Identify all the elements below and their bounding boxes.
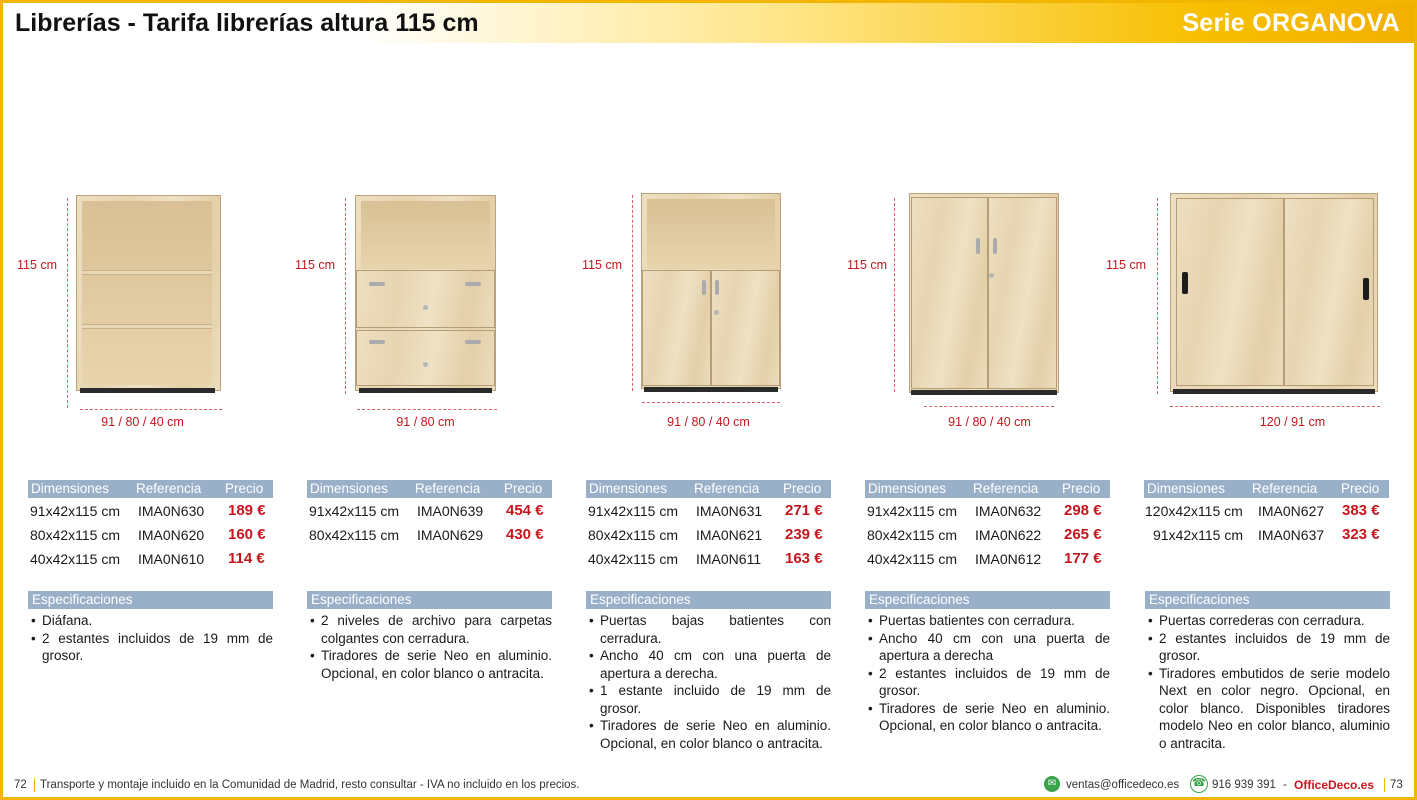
width-guide-line xyxy=(80,409,222,410)
phone-icon: ☎ xyxy=(1190,775,1208,793)
row-reference: IMA0N612 xyxy=(975,551,1042,567)
specs-1 xyxy=(28,591,273,665)
spec-item: • Puertas batientes con cerradura. xyxy=(865,612,1110,630)
table-row xyxy=(586,546,831,570)
width-dimension: 91 / 80 cm xyxy=(396,415,455,429)
col-reference: Referencia xyxy=(415,481,481,496)
product-illustrations xyxy=(0,150,1417,430)
col-reference: Referencia xyxy=(694,481,760,496)
table-row xyxy=(865,498,1110,522)
page-title: Librerías - Tarifa librerías altura 115 cm xyxy=(15,9,479,37)
series-name: Serie ORGANOVA xyxy=(1182,9,1400,37)
row-reference: IMA0N631 xyxy=(696,503,763,519)
spec-item: • Puertas bajas batientes con cerradura. xyxy=(586,612,831,647)
specs-title: Especificaciones xyxy=(586,591,831,609)
spec-item: • Ancho 40 cm con una puerta de apertura a derecha. xyxy=(586,647,831,682)
col-dimensions: Dimensiones xyxy=(31,481,110,496)
price-table-1 xyxy=(28,480,273,570)
height-guide-line xyxy=(632,195,633,391)
price-table-2 xyxy=(307,480,552,546)
specs-2 xyxy=(307,591,552,682)
width-dimension: 91 / 80 / 40 cm xyxy=(948,415,1031,429)
row-reference: IMA0N629 xyxy=(417,527,484,543)
row-reference: IMA0N639 xyxy=(417,503,484,519)
row-reference: IMA0N627 xyxy=(1258,503,1325,519)
row-price: 323 € xyxy=(1342,526,1380,543)
height-dimension: 115 cm xyxy=(17,258,58,272)
col-reference: Referencia xyxy=(136,481,202,496)
row-price: 298 € xyxy=(1064,502,1102,519)
spec-item: • Tiradores embutidos de serie modelo Next en color negro. Opcional, en color blanco. Disponibles tiradores modelo Neo en color blanco, aluminio o antracita. xyxy=(1145,665,1390,753)
product-3-illustration xyxy=(566,150,849,430)
height-guide-line xyxy=(345,198,346,394)
height-dimension: 115 cm xyxy=(295,258,336,272)
row-reference: IMA0N622 xyxy=(975,527,1042,543)
table-row xyxy=(28,546,273,570)
footer-divider xyxy=(34,778,35,792)
row-dimensions: 91x42x115 cm xyxy=(309,503,400,519)
col-price: Precio xyxy=(1341,481,1380,496)
row-dimensions: 91x42x115 cm xyxy=(867,503,958,519)
width-guide-line xyxy=(357,409,497,410)
table-row xyxy=(865,546,1110,570)
width-dimension: 120 / 91 cm xyxy=(1259,415,1326,429)
row-reference: IMA0N611 xyxy=(696,551,762,567)
col-price: Precio xyxy=(504,481,543,496)
width-guide-line xyxy=(642,402,780,403)
col-dimensions: Dimensiones xyxy=(868,481,947,496)
spec-item: • 2 niveles de archivo para carpetas colgantes con cerradura. xyxy=(307,612,552,647)
width-dimension: 91 / 80 / 40 cm xyxy=(101,415,184,429)
table-row xyxy=(28,522,273,546)
footer-divider xyxy=(1384,778,1385,792)
table-header xyxy=(28,480,273,498)
row-dimensions: 120x42x115 cm xyxy=(1145,503,1243,519)
page-footer xyxy=(3,774,1414,797)
table-row xyxy=(307,522,552,546)
row-price: 114 € xyxy=(228,550,265,567)
row-reference: IMA0N610 xyxy=(138,551,205,567)
row-price: 239 € xyxy=(785,526,823,543)
product-2-illustration xyxy=(283,150,566,430)
spec-item: • 2 estantes incluidos de 19 mm de grosor. xyxy=(28,630,273,665)
table-row xyxy=(307,498,552,522)
spec-item: • Tiradores de serie Neo en aluminio. Opcional, en color blanco o antracita. xyxy=(586,717,831,752)
row-dimensions: 80x42x115 cm xyxy=(309,527,400,543)
row-dimensions: 91x42x115 cm xyxy=(588,503,679,519)
height-guide-line xyxy=(894,198,895,392)
spec-item: • 1 estante incluido de 19 mm de grosor. xyxy=(586,682,831,717)
price-table-5 xyxy=(1144,480,1389,546)
table-header xyxy=(586,480,831,498)
table-row xyxy=(1144,522,1389,546)
table-row xyxy=(586,522,831,546)
row-dimensions: 91x42x115 cm xyxy=(1153,527,1244,543)
col-price: Precio xyxy=(225,481,264,496)
row-price: 271 € xyxy=(785,502,823,519)
height-guide-line xyxy=(67,198,68,408)
spec-item: • Tiradores de serie Neo en aluminio. Opcional, en color blanco o antracita. xyxy=(307,647,552,682)
height-dimension: 115 cm xyxy=(582,258,623,272)
page-header xyxy=(3,3,1414,43)
spec-item: • Ancho 40 cm con una puerta de apertura a derecha xyxy=(865,630,1110,665)
height-dimension: 115 cm xyxy=(847,258,888,272)
col-dimensions: Dimensiones xyxy=(589,481,668,496)
page-number-right: 73 xyxy=(1390,779,1403,791)
col-dimensions: Dimensiones xyxy=(1147,481,1226,496)
product-1-illustration xyxy=(0,150,283,430)
product-4-illustration xyxy=(849,150,1132,430)
specs-3 xyxy=(586,591,831,752)
price-table-4 xyxy=(865,480,1110,570)
width-guide-line xyxy=(924,406,1054,407)
col-price: Precio xyxy=(783,481,822,496)
table-row xyxy=(586,498,831,522)
spec-item: • Tiradores de serie Neo en aluminio. Opcional, en color blanco o antracita. xyxy=(865,700,1110,735)
page-number-left: 72 xyxy=(14,779,27,791)
col-reference: Referencia xyxy=(973,481,1039,496)
table-header xyxy=(307,480,552,498)
row-reference: IMA0N637 xyxy=(1258,527,1325,543)
spec-item: • 2 estantes incluidos de 19 mm de grosor. xyxy=(1145,630,1390,665)
row-dimensions: 80x42x115 cm xyxy=(588,527,679,543)
col-price: Precio xyxy=(1062,481,1101,496)
footer-dash: - xyxy=(1283,779,1287,791)
width-dimension: 91 / 80 / 40 cm xyxy=(667,415,750,429)
height-guide-line xyxy=(1157,198,1158,394)
table-header xyxy=(1144,480,1389,498)
footer-phone[interactable]: 916 939 391 xyxy=(1212,779,1276,791)
row-dimensions: 40x42x115 cm xyxy=(588,551,679,567)
table-header xyxy=(865,480,1110,498)
row-dimensions: 80x42x115 cm xyxy=(867,527,958,543)
table-row xyxy=(865,522,1110,546)
specs-title: Especificaciones xyxy=(28,591,273,609)
footer-email[interactable]: ventas@officedeco.es xyxy=(1066,779,1180,791)
col-reference: Referencia xyxy=(1252,481,1318,496)
specs-4 xyxy=(865,591,1110,735)
row-price: 160 € xyxy=(228,526,266,543)
row-price: 177 € xyxy=(1064,550,1102,567)
height-dimension: 115 cm xyxy=(1106,258,1147,272)
price-table-3 xyxy=(586,480,831,570)
specs-5 xyxy=(1145,591,1390,752)
brand-name[interactable]: OfficeDeco.es xyxy=(1294,778,1375,792)
specs-title: Especificaciones xyxy=(307,591,552,609)
row-price: 383 € xyxy=(1342,502,1380,519)
row-dimensions: 40x42x115 cm xyxy=(867,551,958,567)
spec-item: • 2 estantes incluidos de 19 mm de grosor. xyxy=(865,665,1110,700)
spec-item: • Diáfana. xyxy=(28,612,273,630)
row-price: 163 € xyxy=(785,550,823,567)
width-guide-line xyxy=(1170,406,1380,407)
col-dimensions: Dimensiones xyxy=(310,481,389,496)
row-reference: IMA0N620 xyxy=(138,527,205,543)
specs-title: Especificaciones xyxy=(865,591,1110,609)
row-reference: IMA0N621 xyxy=(696,527,763,543)
footer-note: Transporte y montaje incluido en la Comunidad de Madrid, resto consultar - IVA no incluido en los precios. xyxy=(40,779,580,791)
row-dimensions: 80x42x115 cm xyxy=(30,527,121,543)
row-reference: IMA0N632 xyxy=(975,503,1042,519)
row-price: 265 € xyxy=(1064,526,1102,543)
row-reference: IMA0N630 xyxy=(138,503,205,519)
row-price: 454 € xyxy=(506,502,544,519)
table-row xyxy=(1144,498,1389,522)
envelope-icon: ✉ xyxy=(1044,776,1060,792)
row-price: 189 € xyxy=(228,502,266,519)
row-dimensions: 91x42x115 cm xyxy=(30,503,121,519)
row-dimensions: 40x42x115 cm xyxy=(30,551,121,567)
row-price: 430 € xyxy=(506,526,544,543)
spec-item: • Puertas correderas con cerradura. xyxy=(1145,612,1390,630)
product-5-illustration xyxy=(1106,150,1417,430)
table-row xyxy=(28,498,273,522)
specs-title: Especificaciones xyxy=(1145,591,1390,609)
